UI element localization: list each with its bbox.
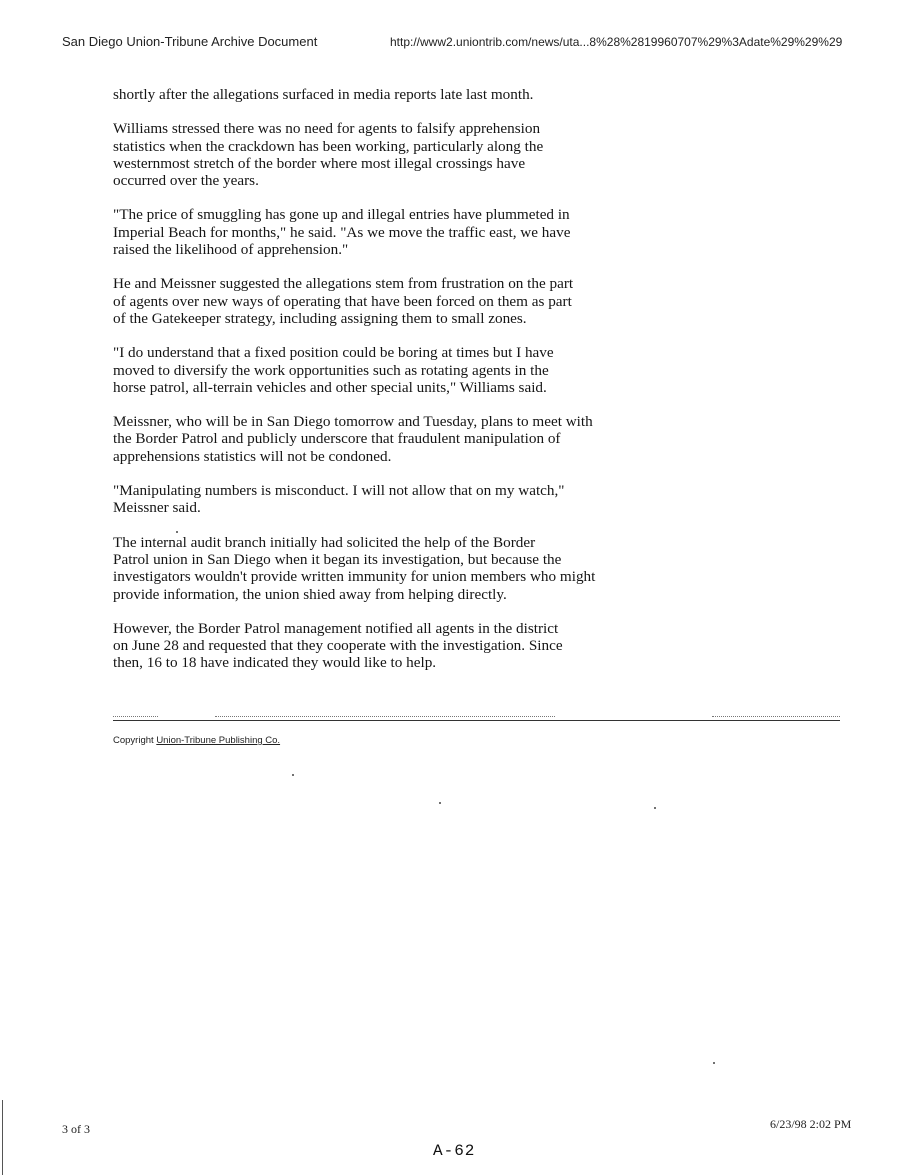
paragraph-2: Williams stressed there was no need for agents to falsify apprehension statistics when the crackdown has been working, particularly along the westernmost stretch of the border where most illegal crossings have occurred over the years. bbox=[113, 120, 544, 190]
paragraph-1: shortly after the allegations surfaced in media reports late last month. bbox=[113, 86, 534, 103]
scan-speck bbox=[654, 807, 656, 809]
article-body bbox=[113, 86, 673, 689]
paragraph-4: He and Meissner suggested the allegations stem from frustration on the part of agents over new ways of operating that have been forced on them as part of the Gatekeeper strategy, including assigning them to small zones. bbox=[113, 275, 574, 327]
scan-noise-line bbox=[215, 716, 555, 717]
publisher-link[interactable]: Union-Tribune Publishing Co. bbox=[156, 735, 281, 746]
archive-title: San Diego Union-Tribune Archive Document bbox=[62, 34, 318, 49]
footer-divider bbox=[113, 720, 840, 721]
paragraph-3: "The price of smuggling has gone up and illegal entries have plummeted in Imperial Beach for months," he said. "As we move the traffic east, we have raised the likelihood of apprehension." bbox=[113, 206, 571, 259]
copyright-notice bbox=[113, 735, 280, 746]
copyright-prefix: Copyright bbox=[113, 735, 157, 746]
scan-noise-line bbox=[712, 716, 840, 717]
scan-speck bbox=[439, 802, 441, 804]
paragraph-8: The internal audit branch initially had solicited the help of the Border Patrol union in San Diego when it began its investigation, but because the investigators wouldn't provide written immunity for union members who might provide information, the union shied away from helping directly. bbox=[113, 533, 596, 603]
print-timestamp: 6/23/98 2:02 PM bbox=[770, 1117, 852, 1131]
scan-edge-mark bbox=[2, 1100, 3, 1175]
scan-noise-line bbox=[113, 716, 158, 717]
scan-speck bbox=[176, 531, 178, 533]
paragraph-6: Meissner, who will be in San Diego tomorrow and Tuesday, plans to meet with the Border Patrol and publicly underscore that fraudulent manipulation of apprehensions statistics will not be condoned. bbox=[113, 413, 593, 465]
paragraph-9: However, the Border Patrol management notified all agents in the district on June 28 and requested that they cooperate with the investigation. Since then, 16 to 18 have indicated they would like to help. bbox=[113, 619, 563, 672]
source-url: http://www2.uniontrib.com/news/uta...8%28%2819960707%29%3Adate%29%29%29 bbox=[390, 35, 843, 49]
paragraph-7: "Manipulating numbers is misconduct. I will not allow that on my watch," Meissner said. bbox=[113, 482, 565, 517]
page-count: 3 of 3 bbox=[62, 1122, 90, 1136]
scan-speck bbox=[713, 1062, 715, 1064]
exhibit-label: A-62 bbox=[433, 1142, 476, 1160]
paragraph-5: "I do understand that a fixed position could be boring at times but I have moved to diversify the work opportunities such as rotating agents in the horse patrol, all-terrain vehicles and other special units," Williams said. bbox=[113, 344, 554, 396]
scan-speck bbox=[292, 774, 294, 776]
